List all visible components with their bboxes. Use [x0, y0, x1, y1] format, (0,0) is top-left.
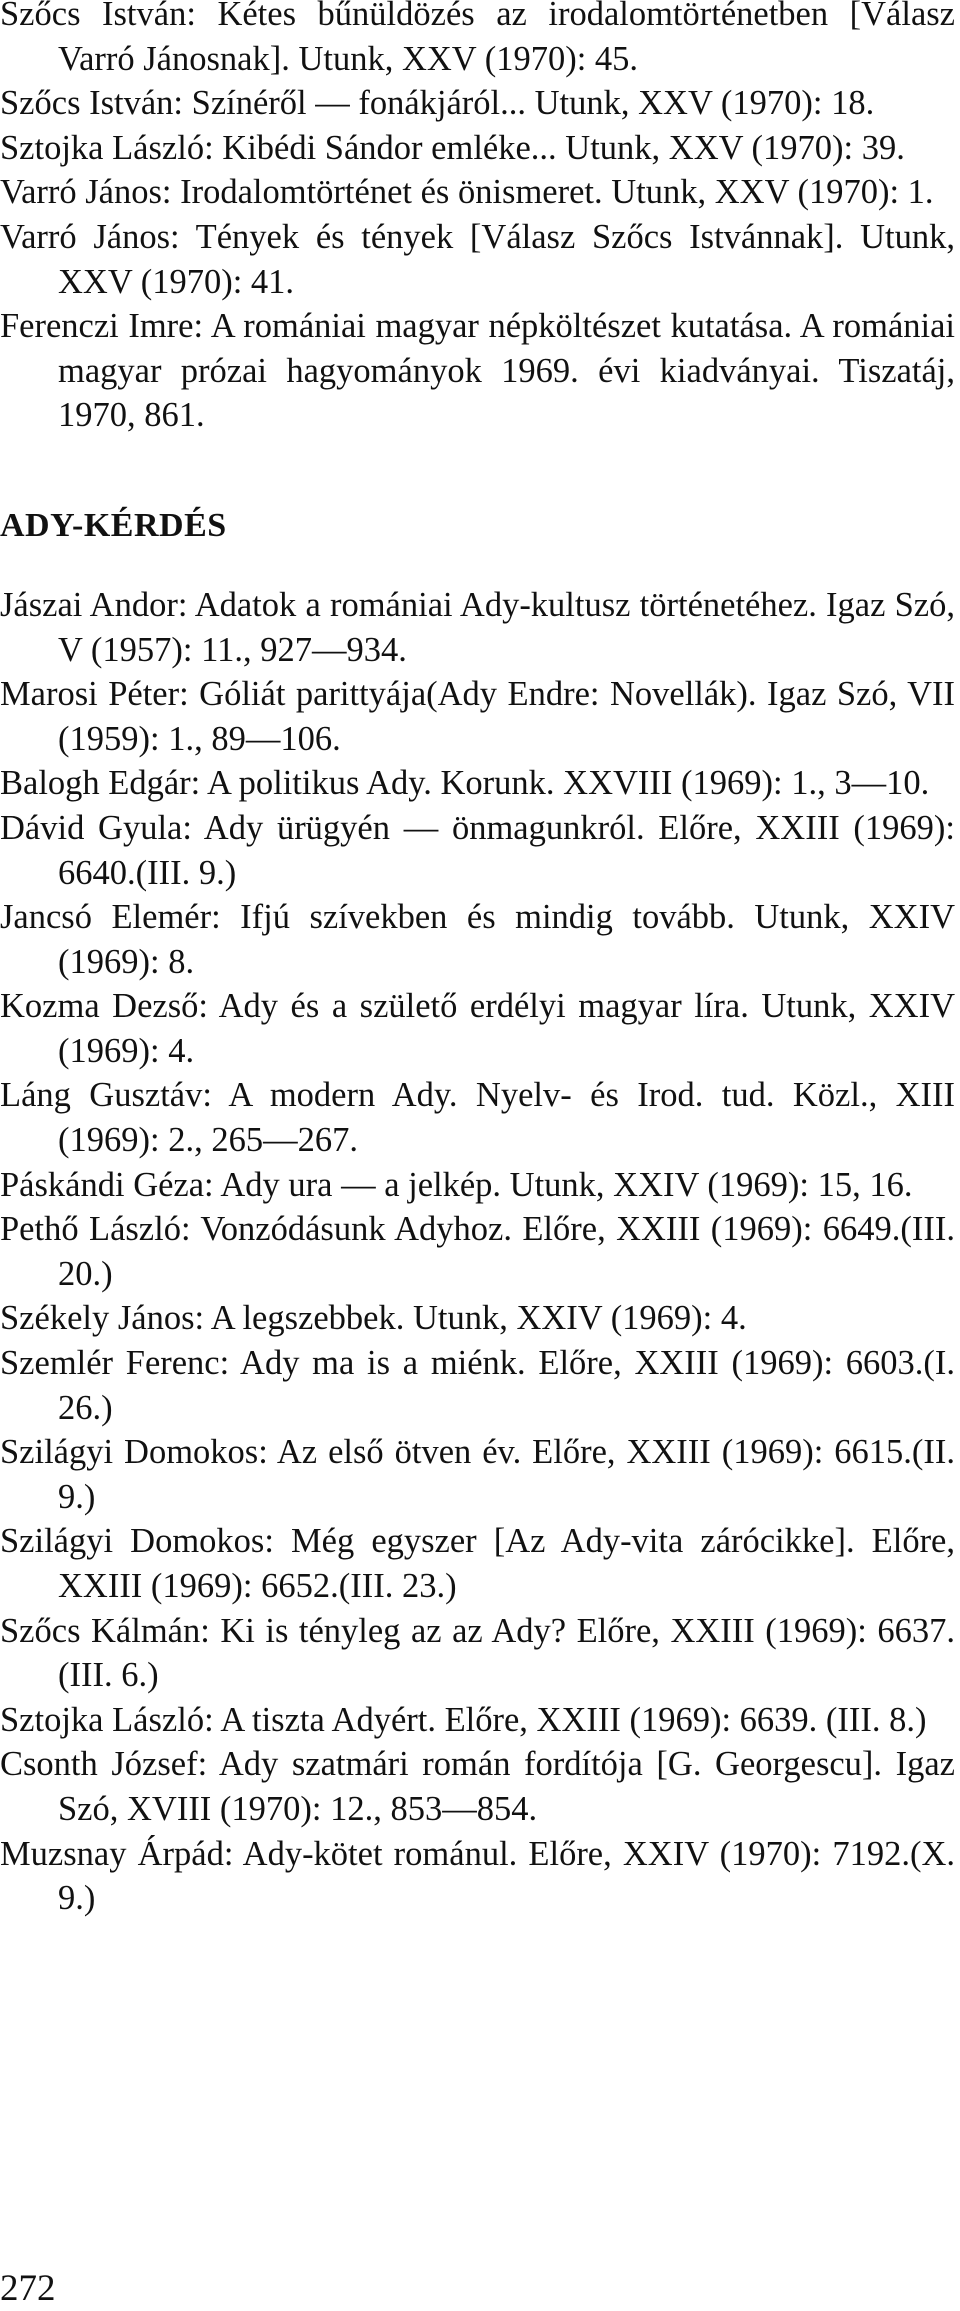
entries-before-list: [0, 0, 955, 438]
bibliography-entry: Szilágyi Domokos: Az első ötven év. Előre, XXIII (1969): 6615.(II. 9.): [0, 1433, 955, 1516]
bibliography-entry: Székely János: A legszebbek. Utunk, XXIV (1969): 4.: [0, 1299, 747, 1338]
bibliography-entry: Sztojka László: Kibédi Sándor emléke... Utunk, XXV (1970): 39.: [0, 128, 905, 167]
bibliography-entry: Pethő László: Vonzódásunk Adyhoz. Előre, XXIII (1969): 6649.(III. 20.): [0, 1210, 955, 1293]
bibliography-entry: Szilágyi Domokos: Még egyszer [Az Ady-vita zárócikke]. Előre, XXIII (1969): 6652.(III. 23.): [0, 1522, 955, 1605]
bibliography-entry: Marosi Péter: Góliát parittyája(Ady Endre: Novellák). Igaz Szó, VII (1959): 1., 89—106.: [0, 675, 955, 758]
bibliography-entry: Varró János: Irodalomtörténet és önismeret. Utunk, XXV (1970): 1.: [0, 173, 934, 212]
bibliography-entry: Balogh Edgár: A politikus Ady. Korunk. XXVIII (1969): 1., 3—10.: [0, 764, 930, 803]
bibliography-entry: Jászai Andor: Adatok a romániai Ady-kultusz történetéhez. Igaz Szó, V (1957): 11., 927—934.: [0, 585, 955, 669]
bibliography-entry: Dávid Gyula: Ady ürügyén — önmagunkról. Előre, XXIII (1969): 6640.(III. 9.): [0, 808, 955, 892]
bibliography-entry: Sztojka László: A tiszta Adyért. Előre, XXIII (1969): 6639. (III. 8.): [0, 1700, 927, 1739]
bibliography-entry: Csonth József: Ady szatmári román fordítója [G. Georgescu]. Igaz Szó, XVIII (1970): 12., 853—854.: [0, 1745, 955, 1828]
bibliography-entry: Jancsó Elemér: Ifjú szívekben és mindig tovább. Utunk, XXIV (1969): 8.: [0, 898, 955, 981]
bibliography-entry: Muzsnay Árpád: Ady-kötet románul. Előre, XXIV (1970): 7192.(X. 9.): [0, 1834, 955, 1918]
bibliography-entry: Szemlér Ferenc: Ady ma is a miénk. Előre, XXIII (1969): 6603.(I. 26.): [0, 1344, 955, 1427]
bibliography-entry: Láng Gusztáv: A modern Ady. Nyelv- és Irod. tud. Közl., XIII (1969): 2., 265—267.: [0, 1076, 955, 1160]
bibliography-entry: Szőcs István: Színéről — fonákjáról... Utunk, XXV (1970): 18.: [0, 84, 875, 123]
page-number: 272: [0, 2268, 56, 2309]
bibliography-entry: Szőcs István: Kétes bűnüldözés az irodalomtörténetben [Válasz Varró Jánosnak]. Utunk, XXV (1970): 45.: [0, 0, 955, 78]
bibliography-entry: Szőcs Kálmán: Ki is tényleg az az Ady? Előre, XXIII (1969): 6637.(III. 6.): [0, 1611, 955, 1695]
bibliography-entry: Ferenczi Imre: A romániai magyar népköltészet kutatása. A romániai magyar prózai hagyományok 1969. évi kiadványai. Tiszatáj, 1970, 861.: [0, 307, 955, 435]
bibliography-entry: Varró János: Tények és tények [Válasz Szőcs Istvánnak]. Utunk, XXV (1970): 41.: [0, 217, 955, 301]
section-heading: ADY-KÉRDÉS: [0, 506, 227, 544]
entries-after-list: [0, 583, 955, 1921]
bibliography-entry: Kozma Dezső: Ady és a születő erdélyi magyar líra. Utunk, XXIV (1969): 4.: [0, 987, 955, 1070]
bibliography-entry: Páskándi Géza: Ady ura — a jelkép. Utunk, XXIV (1969): 15, 16.: [0, 1165, 913, 1204]
